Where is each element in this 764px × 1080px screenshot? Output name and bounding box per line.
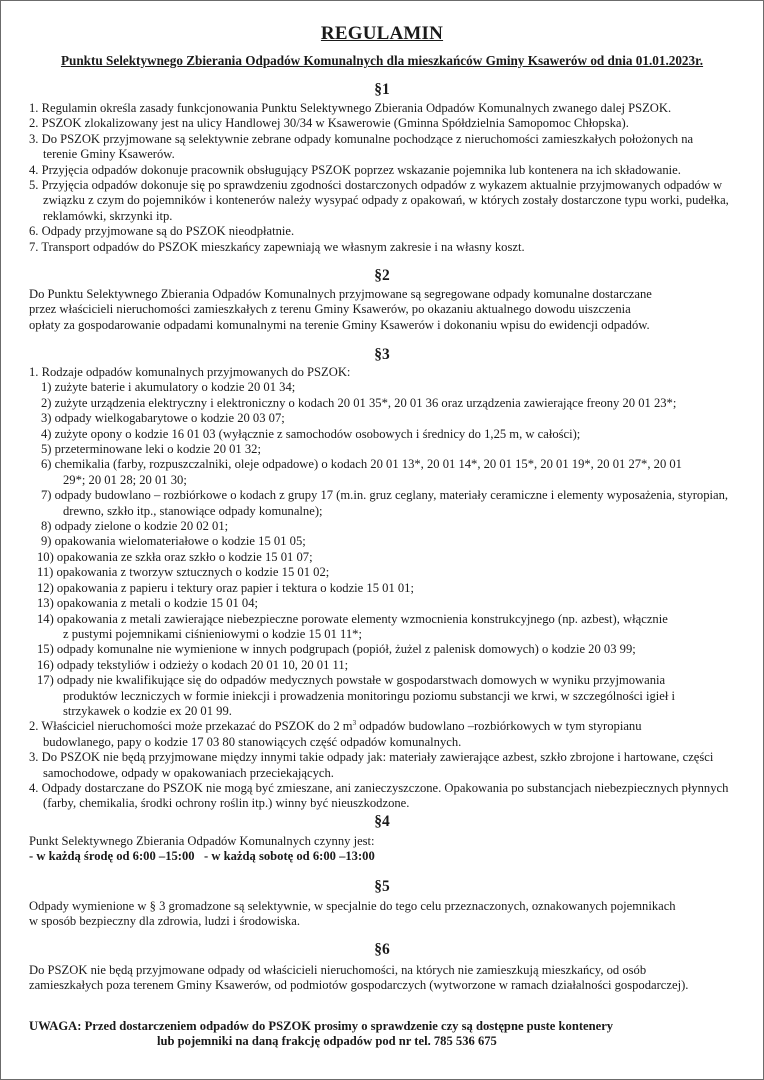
s3-item-3: 3. Do PSZOK nie będą przyjmowane między innymi takie odpady jak: materiały zawierające azbest, szkło zbrojone i hartowane, części samochodowe, odpady w opakowaniach przeciekających. — [29, 750, 714, 780]
s1-item: 6. Odpady przyjmowane są do PSZOK nieodpłatnie. — [29, 224, 295, 239]
section-3-heading: §3 — [374, 346, 390, 363]
s3-subitem: 8) odpady zielone o kodzie 20 02 01; — [41, 519, 229, 534]
s3-subitem: 17) odpady nie kwalifikujące się do odpadów medycznych powstałe w gospodarstwach domowych w wyniku przyjmowania produktów leczniczych w formie iniekcji i prowadzenia monitoringu poziomu substancji we krwi, w szczególności igieł i strzykawek o kodzie ex 20 01 99. — [37, 673, 676, 718]
s2-line: przez właścicieli nieruchomości zamieszkałych z terenu Gminy Ksawerów, po okazaniu aktualnego dowodu uiszczenia — [29, 302, 631, 317]
s3-subitem: 13) opakowania z metali o kodzie 15 01 04; — [37, 596, 259, 611]
s4-intro: Punkt Selektywnego Zbierania Odpadów Komunalnych czynny jest: — [29, 834, 375, 848]
section-6-body — [29, 963, 744, 994]
s3-subitem: 15) odpady komunalne nie wymienione w innych podgrupach (popiół, żużel z palenisk domowych) o kodzie 20 03 99; — [37, 642, 636, 657]
s1-item: 7. Transport odpadów do PSZOK mieszkańcy zapewniają we własnym zakresie i na własny koszt. — [29, 239, 525, 254]
s3-subitem: 9) opakowania wielomateriałowe o kodzie 15 01 05; — [41, 534, 306, 549]
s3-subitem: 2) zużyte urządzenia elektryczny i elektroniczny o kodach 20 01 35*, 20 01 36 oraz urządzenia zawierające freony 20 01 23*; — [41, 395, 677, 410]
s3-subitem: 11) opakowania z tworzyw sztucznych o kodzie 15 01 02; — [37, 565, 330, 580]
s3-subitem: 14) opakowania z metali zawierające niebezpieczne porowate elementy wzmocnienia konstrukcyjnego (np. azbest), włącznie z pustymi pojemnikami ciśnieniowymi o kodzie 15 01 11*; — [37, 611, 668, 641]
notice — [29, 1019, 649, 1050]
section-3-body — [29, 365, 744, 812]
s1-item: 2. PSZOK zlokalizowany jest na ulicy Handlowej 30/34 w Ksawerowie (Gminna Spółdzielnia Samopomoc Chłopska). — [29, 116, 629, 131]
section-1-body — [29, 101, 744, 255]
s3-subitem: 6) chemikalia (farby, rozpuszczalniki, oleje odpadowe) o kodach 20 01 13*, 20 01 14*, 20 01 15*, 20 01 19*, 20 01 27*, 20 01 29*; 20 01 28; 20 01 30; — [41, 457, 682, 487]
section-2-heading: §2 — [374, 267, 390, 284]
s5-line: w sposób bezpieczny dla zdrowia, ludzi i środowiska. — [29, 914, 301, 929]
cubic-superscript: 3 — [352, 719, 357, 728]
s2-line: Do Punktu Selektywnego Zbierania Odpadów Komunalnych przyjmowane są segregowane odpady komunalne dostarczane — [29, 287, 652, 301]
s3-subitem: 12) opakowania z papieru i tektury oraz papier i tektura o kodzie 15 01 01; — [37, 580, 414, 595]
s3-subitem: 5) przeterminowane leki o kodzie 20 01 32; — [41, 442, 261, 457]
s3-subitem: 16) odpady tekstyliów i odzieży o kodach 20 01 10, 20 01 11; — [37, 657, 349, 672]
notice-line-1: UWAGA: Przed dostarczeniem odpadów do PSZOK prosimy o sprawdzenie czy są dostępne puste kontenery — [29, 1019, 614, 1033]
s3-item-2-text-a: 2. Właściciel nieruchomości może przekazać do PSZOK do 2 m — [29, 719, 353, 734]
section-5-body — [29, 899, 744, 930]
notice-line-2: lub pojemniki na daną frakcję odpadów pod nr tel. 785 536 675 — [157, 1034, 497, 1049]
s5-line: Odpady wymienione w § 3 gromadzone są selektywnie, w specjalnie do tego celu przeznaczonych, oznakowanych pojemnikach — [29, 899, 676, 913]
s6-line: zamieszkałych poza terenem Gminy Ksawerów, od podmiotów gospodarczych (wytworzone w ramach działalności gospodarczej). — [29, 978, 689, 993]
s1-item: 1. Regulamin określa zasady funkcjonowania Punktu Selektywnego Zbierania Odpadów Komunalnych zwanego dalej PSZOK. — [29, 101, 672, 115]
section-2-body — [29, 287, 744, 333]
s3-subitem: 4) zużyte opony o kodzie 16 01 03 (wyłącznie z samochodów osobowych i średnicy do 1,25 m, w całości); — [41, 426, 581, 441]
s3-subitem: 7) odpady budowlano – rozbiórkowe o kodach z grupy 17 (m.in. gruz ceglany, materiały ceramiczne i elementy wyposażenia, styropian, drewno, szkło itp., stanowiące odpady komunalne); — [41, 488, 729, 518]
s1-item: 3. Do PSZOK przyjmowane są selektywnie zebrane odpady komunalne pochodzące z nieruchomości zamieszkałych położonych na terenie Gminy Ksawerów. — [29, 131, 694, 162]
opening-hours: - w każdą środę od 6:00 –15:00 - w każdą sobotę od 6:00 –13:00 — [29, 849, 375, 864]
document-subtitle: Punktu Selektywnego Zbierania Odpadów Komunalnych dla mieszkańców Gminy Ksawerów od dnia 01.01.2023r. — [60, 53, 704, 68]
s1-item: 4. Przyjęcia odpadów dokonuje pracownik obsługujący PSZOK poprzez wskazanie pojemnika lub kontenera na ich składowanie. — [29, 162, 681, 177]
section-4-body — [29, 834, 744, 865]
s1-item: 5. Przyjęcia odpadów dokonuje się po sprawdzeniu zgodności dostarczonych odpadów z wykazem aktualnie przyjmowanych odpadów w związku z czym do pojemników i kontenerów należy wysypać odpady z opakowań, w których zostały dostarczone typu worki, pudełka, reklamówki, skrzynki itp. — [29, 178, 729, 223]
s3-item-2 — [29, 719, 744, 750]
section-5-heading: §5 — [374, 878, 390, 895]
s3-item-4: 4. Odpady dostarczane do PSZOK nie mogą być zmieszane, ani zanieczyszczone. Opakowania po substancjach niebezpiecznych płynnych (farby, chemikalia, środki ochrony roślin itp.) winny być nieuszkodzone. — [29, 780, 729, 811]
section-4-heading: §4 — [374, 813, 390, 830]
s6-line: Do PSZOK nie będą przyjmowane odpady od właścicieli nieruchomości, na których nie zamieszkują mieszkańcy, od osób — [29, 963, 647, 977]
s3-subitem: 10) opakowania ze szkła oraz szkło o kodzie 15 01 07; — [37, 549, 313, 564]
s3-intro: 1. Rodzaje odpadów komunalnych przyjmowanych do PSZOK: — [29, 365, 351, 379]
section-1-heading: §1 — [374, 81, 390, 98]
s3-item-2-text-b: odpadów budowlano –rozbiórkowych w tym styropianu budowlanego, papy o kodzie 17 03 80 stanowiących część odpadów komunalnych. — [43, 719, 642, 749]
section-6-heading: §6 — [374, 941, 390, 958]
s2-line: opłaty za gospodarowanie odpadami komunalnymi na terenie Gminy Ksawerów i dokonaniu wpisu do ewidencji odpadów. — [29, 317, 650, 332]
document-title: REGULAMIN — [320, 23, 444, 44]
s3-subitem: 3) odpady wielkogabarytowe o kodzie 20 03 07; — [41, 411, 285, 426]
s3-subitem: 1) zużyte baterie i akumulatory o kodzie 20 01 34; — [41, 380, 296, 395]
